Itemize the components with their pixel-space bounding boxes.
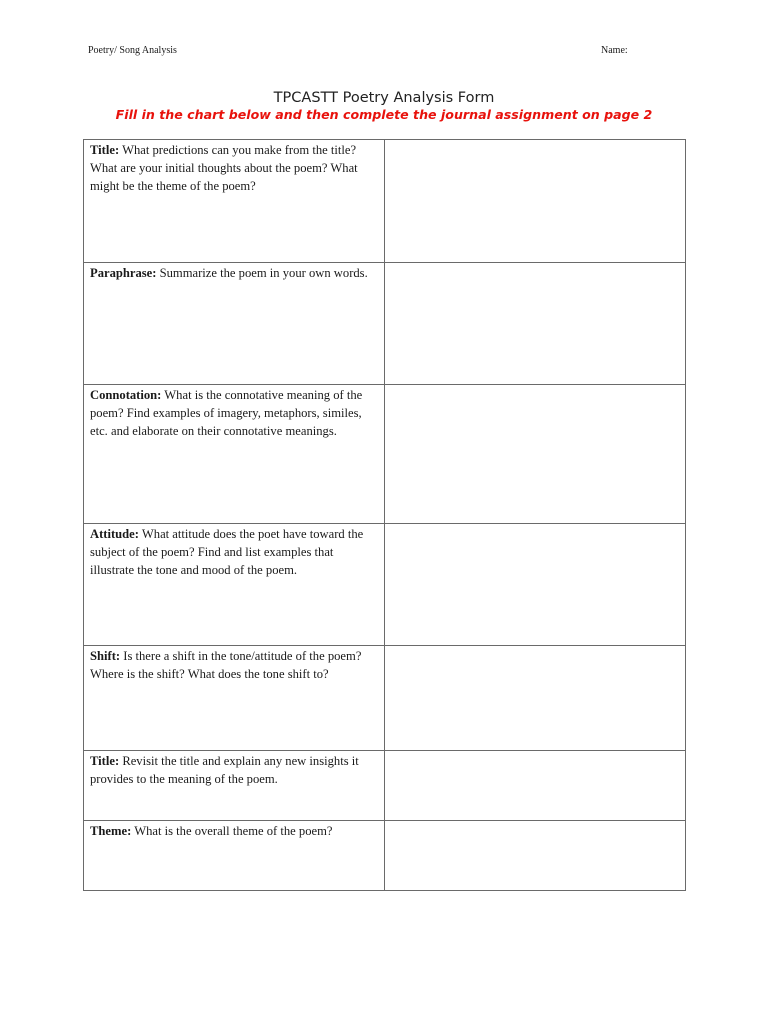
page-title: TPCASTT Poetry Analysis Form	[273, 90, 495, 106]
prompt-label: Theme:	[90, 824, 132, 838]
prompt-cell	[84, 385, 385, 524]
table-row-attitude	[84, 524, 686, 646]
answer-cell-title-revisit[interactable]	[385, 751, 686, 821]
prompt-cell	[84, 646, 385, 751]
table-row-theme	[84, 821, 686, 891]
prompt-cell	[84, 524, 385, 646]
header-course-label: Poetry/ Song Analysis	[88, 45, 177, 56]
header-name-label: Name:	[601, 45, 628, 56]
prompt-question: What is the overall theme of the poem?	[134, 824, 333, 838]
prompt-label: Attitude:	[90, 527, 139, 541]
prompt-question: Is there a shift in the tone/attitude of the poem? Where is the shift? What does the tone shift to?	[90, 649, 362, 681]
prompt-label: Paraphrase:	[90, 266, 157, 280]
prompt-cell	[84, 751, 385, 821]
prompt-question: What attitude does the poet have toward the subject of the poem? Find and list examples that illustrate the tone and mood of the poem.	[90, 527, 364, 577]
table-row-title	[84, 140, 686, 263]
prompt-label: Title:	[90, 754, 120, 768]
analysis-table	[83, 139, 686, 891]
answer-cell-attitude[interactable]	[385, 524, 686, 646]
prompt-cell	[84, 263, 385, 385]
prompt-question: Revisit the title and explain any new insights it provides to the meaning of the poem.	[90, 754, 359, 786]
prompt-cell	[84, 140, 385, 263]
prompt-label: Shift:	[90, 649, 121, 663]
answer-cell-theme[interactable]	[385, 821, 686, 891]
table-row-title-revisit	[84, 751, 686, 821]
answer-cell-paraphrase[interactable]	[385, 263, 686, 385]
table-row-connotation	[84, 385, 686, 524]
prompt-label: Connotation:	[90, 388, 162, 402]
answer-cell-shift[interactable]	[385, 646, 686, 751]
table-row-paraphrase	[84, 263, 686, 385]
prompt-question: What is the connotative meaning of the poem? Find examples of imagery, metaphors, similes, etc. and elaborate on their connotative meanings.	[90, 388, 363, 438]
prompt-question: Summarize the poem in your own words.	[159, 266, 368, 280]
prompt-cell	[84, 821, 385, 891]
answer-cell-title[interactable]	[385, 140, 686, 263]
page-subtitle: Fill in the chart below and then complete the journal assignment on page 2	[115, 107, 653, 122]
prompt-label: Title:	[90, 143, 120, 157]
answer-cell-connotation[interactable]	[385, 385, 686, 524]
table-row-shift	[84, 646, 686, 751]
prompt-question: What predictions can you make from the title? What are your initial thoughts about the poem? What might be the theme of the poem?	[90, 143, 358, 193]
